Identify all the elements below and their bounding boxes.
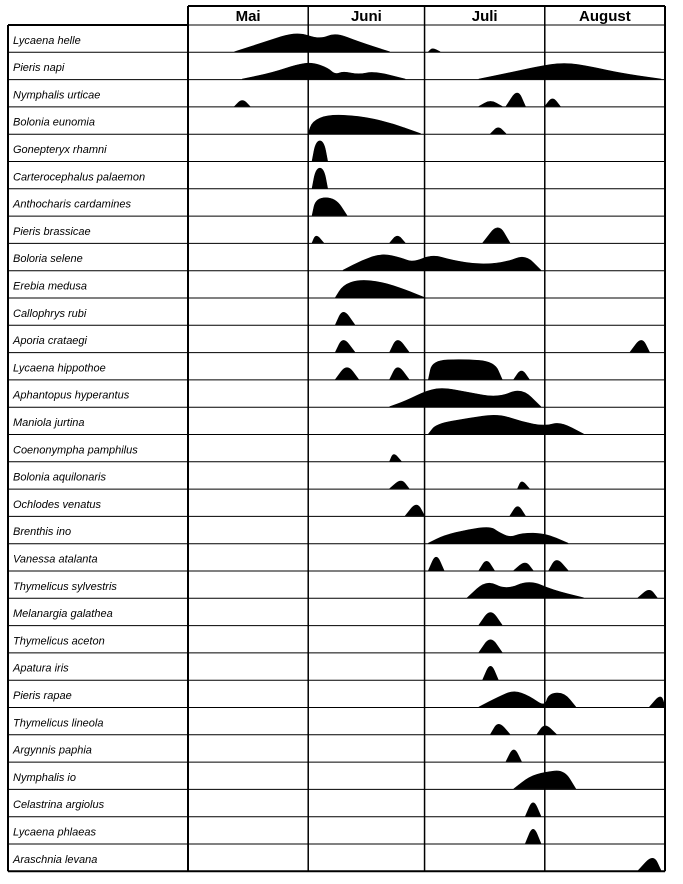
flight-curve xyxy=(428,557,568,570)
species-label: Lycaena hippothoe xyxy=(13,362,106,375)
species-label: Pieris rapae xyxy=(13,690,72,702)
flight-curve xyxy=(479,640,502,653)
species-label: Bolonia aquilonaris xyxy=(13,471,106,484)
flight-curve xyxy=(335,312,354,325)
species-label: Thymelicus aceton xyxy=(13,635,105,648)
species-label: Ochlodes venatus xyxy=(13,498,102,511)
flight-curve xyxy=(514,771,576,789)
species-label: Coenonympha pamphilus xyxy=(13,444,138,457)
flight-curves xyxy=(235,34,666,871)
month-header-row xyxy=(236,8,631,25)
species-label: Araschnia levana xyxy=(13,853,98,866)
flight-curve xyxy=(479,613,502,626)
species-label: Nymphalis urticae xyxy=(13,89,101,102)
month-label-juni: Juni xyxy=(350,8,382,25)
species-label: Brenthis ino xyxy=(13,526,72,539)
flight-curve xyxy=(335,360,529,380)
flight-curve xyxy=(312,228,510,243)
flight-curve xyxy=(506,750,522,762)
month-label-august: August xyxy=(579,8,631,25)
species-label: Maniola jurtina xyxy=(13,417,85,429)
flight-curve xyxy=(390,481,530,489)
flight-curve xyxy=(638,858,661,871)
flight-curve xyxy=(491,724,557,734)
species-label: Nymphalis io xyxy=(13,771,76,784)
species-label: Lycaena phlaeas xyxy=(13,826,96,839)
flight-curve xyxy=(235,93,561,106)
flight-curve xyxy=(390,455,402,462)
flight-curve xyxy=(428,415,583,434)
flight-curve xyxy=(479,692,665,707)
flight-curve xyxy=(235,34,441,52)
flight-curve xyxy=(390,388,541,406)
row-gridlines xyxy=(8,6,665,871)
flight-curve xyxy=(343,255,541,270)
flight-curve xyxy=(242,63,661,79)
flight-curve xyxy=(312,198,347,216)
species-label: Argynnis paphia xyxy=(13,744,92,757)
flight-curve xyxy=(312,168,328,188)
species-label: Melanargia galathea xyxy=(13,608,113,621)
species-label: Gonepteryx rhamni xyxy=(13,144,107,156)
species-label: Apatura iris xyxy=(13,662,69,675)
flight-curve xyxy=(405,505,525,516)
species-label: Thymelicus sylvestris xyxy=(13,580,117,593)
species-label: Celastrina argiolus xyxy=(13,799,105,812)
flight-curve xyxy=(335,280,424,297)
flight-curve xyxy=(525,803,541,816)
month-label-juli: Juli xyxy=(471,8,498,25)
species-label: Boloria selene xyxy=(13,253,83,266)
flight-curve xyxy=(308,115,506,133)
species-label: Anthocharis cardamines xyxy=(13,198,132,211)
flight-curve xyxy=(467,583,657,598)
flight-curve xyxy=(335,340,649,352)
flight-curve xyxy=(312,141,328,161)
species-label: Aporia crataegi xyxy=(13,335,87,348)
species-label: Erebia medusa xyxy=(13,280,87,293)
flight-curve xyxy=(483,666,499,679)
chart-frame xyxy=(8,6,665,871)
month-label-mai: Mai xyxy=(235,8,261,25)
flight-curve xyxy=(428,528,568,544)
species-label: Callophrys rubi xyxy=(13,307,87,320)
flight-curve xyxy=(525,829,541,843)
species-labels xyxy=(12,35,145,866)
species-label: Pieris brassicae xyxy=(13,225,91,238)
species-label: Thymelicus lineola xyxy=(13,717,104,730)
species-label: Lycaena helle xyxy=(13,34,81,47)
species-label: Bolonia eunomia xyxy=(13,116,95,129)
species-label: Aphantopus hyperantus xyxy=(13,389,130,402)
species-label: Carterocephalus palaemon xyxy=(13,171,146,184)
species-label: Vanessa atalanta xyxy=(13,553,98,566)
species-label: Pieris napi xyxy=(13,62,65,75)
